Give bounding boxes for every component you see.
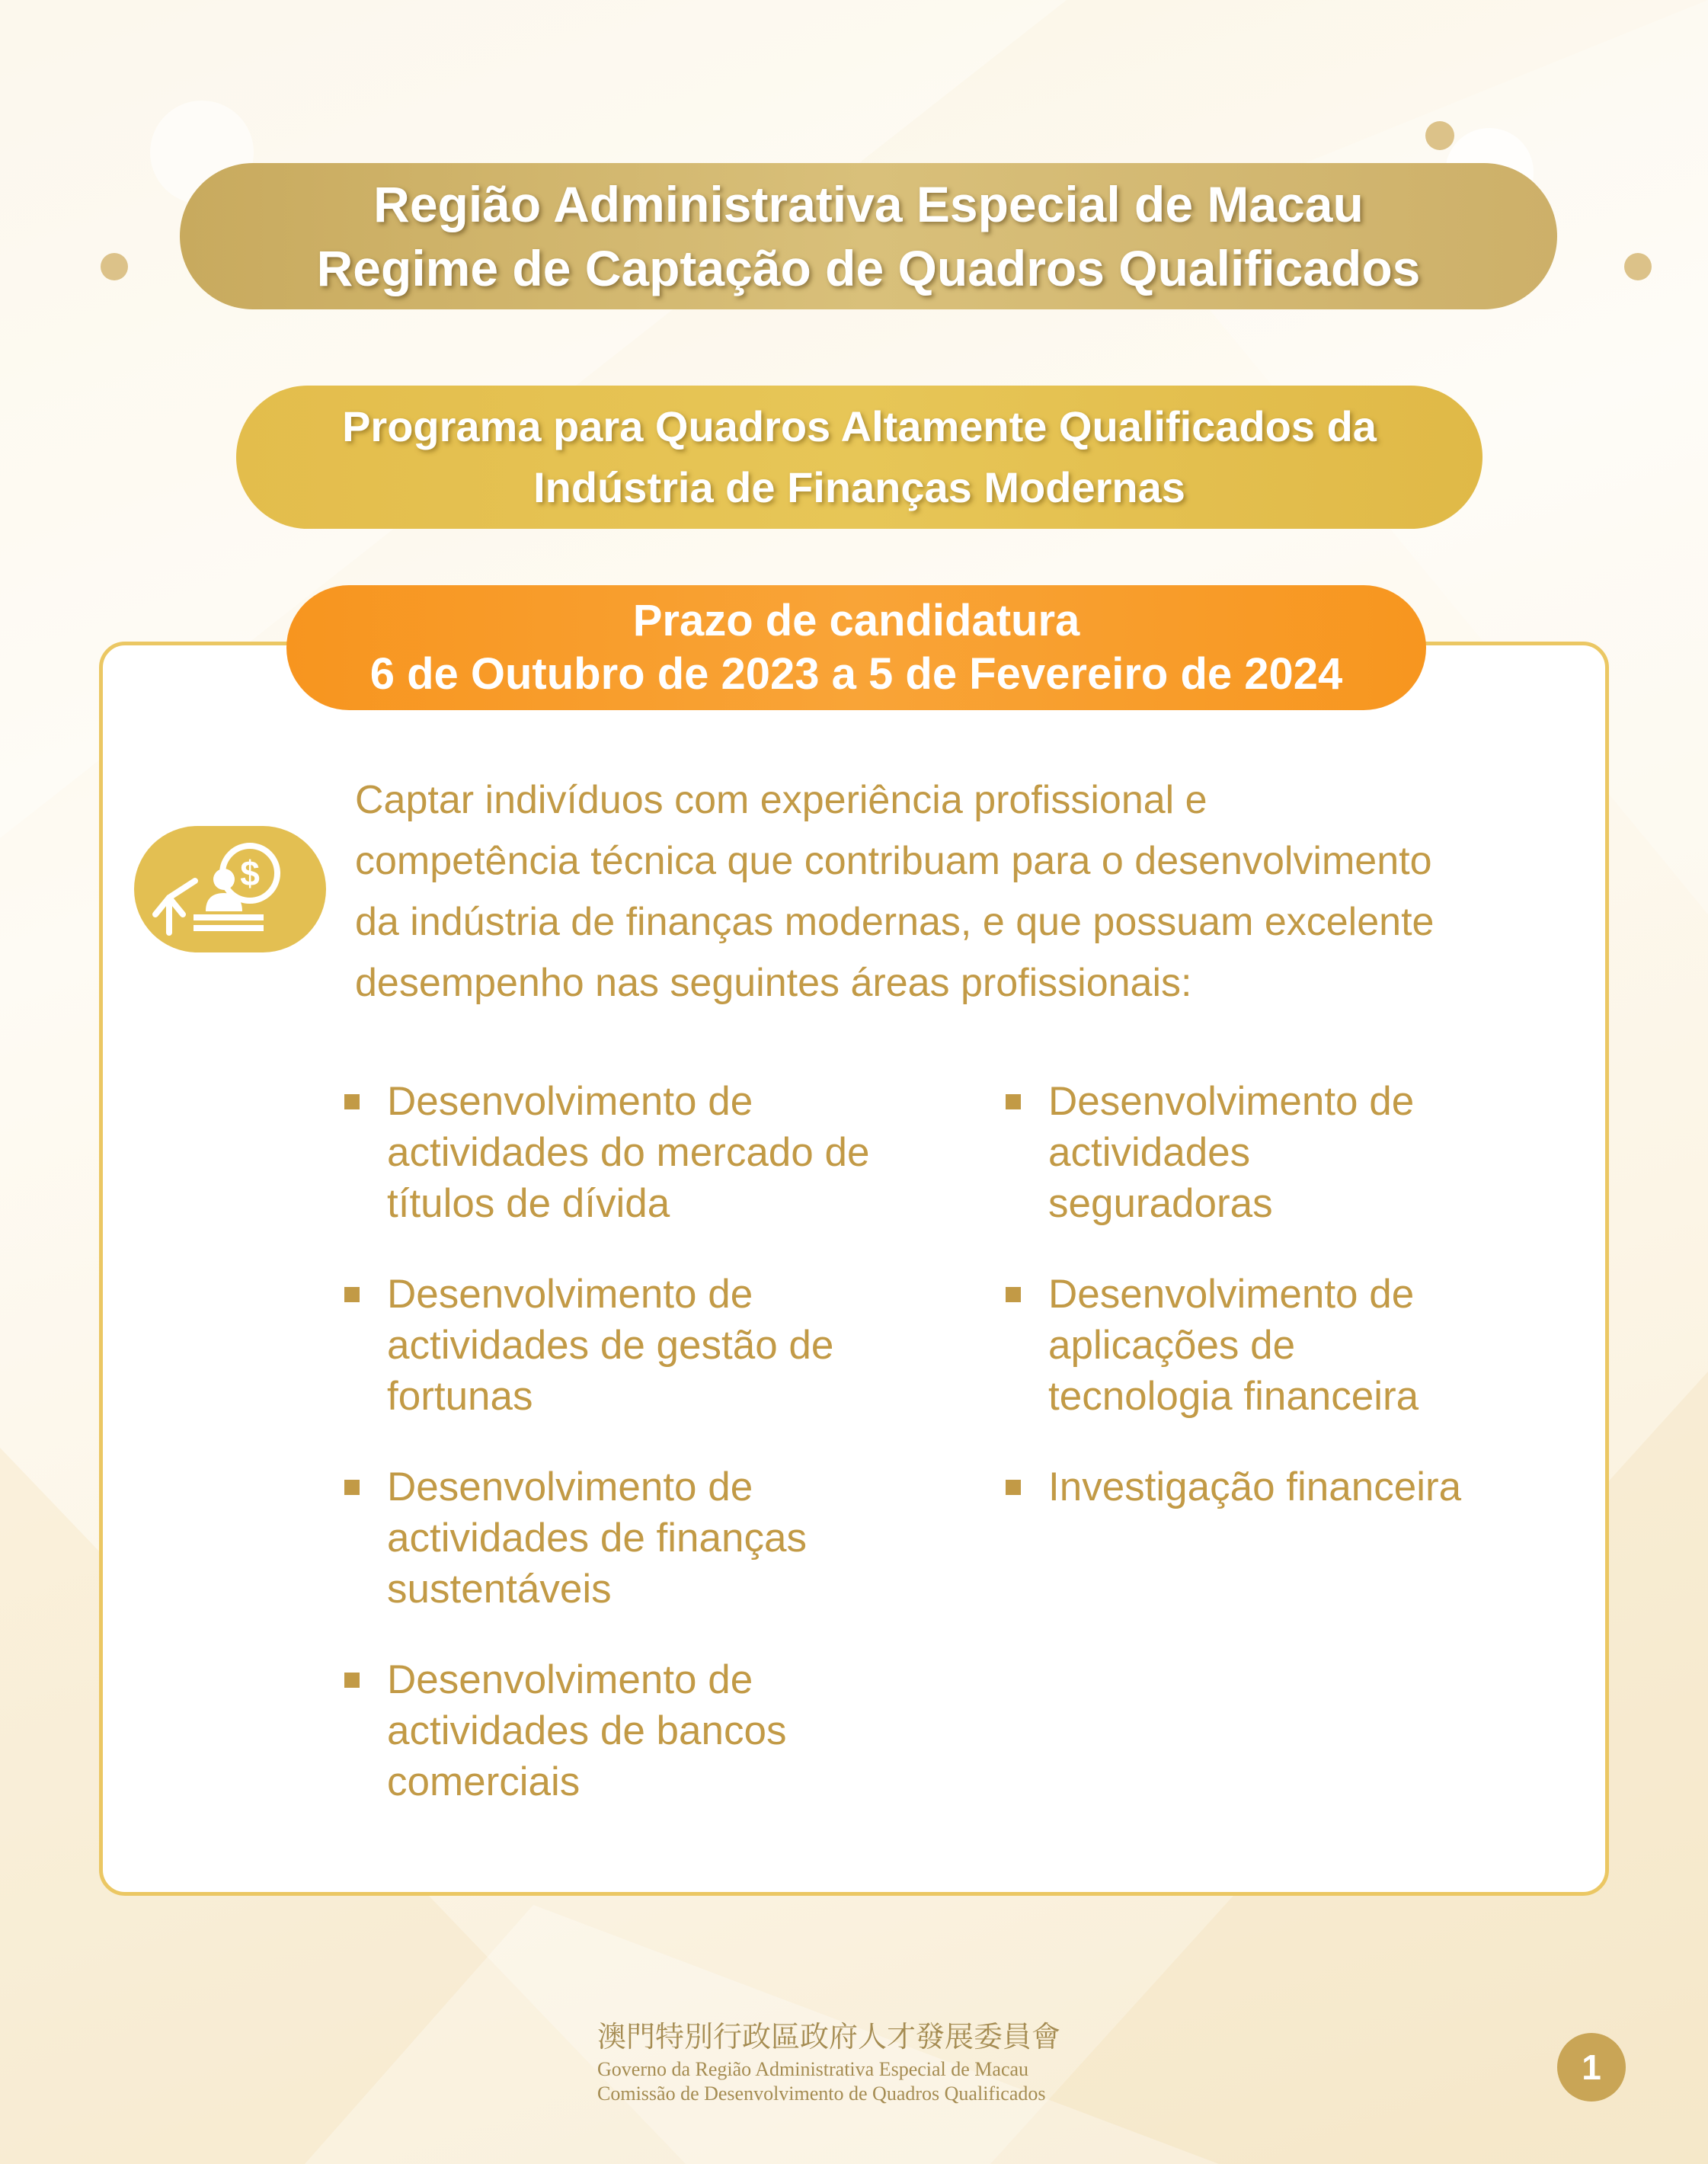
square-bullet-icon xyxy=(344,1673,360,1688)
area-item-line: Desenvolvimento de xyxy=(387,1465,753,1509)
area-item-line: aplicações de xyxy=(1048,1323,1296,1368)
deadline-label: Prazo de candidatura xyxy=(632,596,1080,645)
area-item xyxy=(1003,1461,1551,1513)
area-item xyxy=(341,1654,966,1807)
deadline-banner xyxy=(286,585,1426,710)
area-item-line: actividades de gestão de xyxy=(387,1323,834,1368)
square-bullet-icon xyxy=(344,1480,360,1495)
area-item-line: títulos de dívida xyxy=(387,1181,670,1226)
svg-text:$: $ xyxy=(240,853,260,893)
footer-org-chinese: 澳門特別行政區政府人才發展委員會 xyxy=(597,2020,1061,2054)
header-title xyxy=(180,163,1557,309)
area-item-line: actividades de finanças xyxy=(387,1516,807,1561)
area-item xyxy=(1003,1076,1551,1229)
area-item xyxy=(341,1076,966,1229)
area-item xyxy=(341,1269,966,1422)
area-item-line: sustentáveis xyxy=(387,1567,612,1612)
area-item-line: fortunas xyxy=(387,1374,533,1419)
area-item xyxy=(1003,1269,1551,1422)
header-line-1: Região Administrativa Especial de Macau xyxy=(373,176,1364,232)
area-item-line: Desenvolvimento de xyxy=(387,1079,753,1124)
intro-paragraph xyxy=(355,770,1589,1013)
area-item-line: actividades xyxy=(1048,1130,1251,1175)
area-item-line: actividades do mercado de xyxy=(387,1130,870,1175)
page-number-badge: 1 xyxy=(1557,2033,1626,2102)
area-item-line: seguradoras xyxy=(1048,1181,1273,1226)
area-item-line: actividades de bancos xyxy=(387,1708,787,1753)
intro-line: Captar indivíduos com experiência profissional e xyxy=(355,778,1207,822)
area-item-line: Desenvolvimento de xyxy=(1048,1079,1415,1124)
header-line-2: Regime de Captação de Quadros Qualificados xyxy=(316,240,1421,296)
square-bullet-icon xyxy=(344,1094,360,1109)
area-item xyxy=(341,1461,966,1615)
deadline-dates: 6 de Outubro de 2023 a 5 de Fevereiro de 2024 xyxy=(369,649,1343,699)
square-bullet-icon xyxy=(1006,1287,1021,1302)
area-item-line: Desenvolvimento de xyxy=(1048,1272,1415,1317)
square-bullet-icon xyxy=(1006,1480,1021,1495)
areas-list-left xyxy=(341,1076,966,1847)
area-item-line: comerciais xyxy=(387,1759,581,1804)
footer-org-line-1: Governo da Região Administrativa Especial de Macau xyxy=(597,2058,1029,2080)
area-item-line: tecnologia financeira xyxy=(1048,1374,1419,1419)
area-item-line: Desenvolvimento de xyxy=(387,1657,753,1702)
area-item-line: Investigação financeira xyxy=(1048,1465,1462,1509)
square-bullet-icon xyxy=(344,1287,360,1302)
footer-org-line-2: Comissão de Desenvolvimento de Quadros Qualificados xyxy=(597,2082,1046,2105)
program-line-1: Programa para Quadros Altamente Qualificados da xyxy=(342,402,1377,450)
area-item-line: Desenvolvimento de xyxy=(387,1272,753,1317)
intro-line: da indústria de finanças modernas, e que possuam excelente xyxy=(355,900,1435,944)
finance-growth-dollar-icon xyxy=(134,826,326,952)
areas-list-right xyxy=(1003,1076,1551,1552)
square-bullet-icon xyxy=(1006,1094,1021,1109)
intro-line: competência técnica que contribuam para o desenvolvimento xyxy=(355,839,1432,883)
program-title xyxy=(236,386,1483,529)
program-line-2: Indústria de Finanças Modernas xyxy=(533,463,1185,511)
intro-line: desempenho nas seguintes áreas profissionais: xyxy=(355,961,1192,1005)
